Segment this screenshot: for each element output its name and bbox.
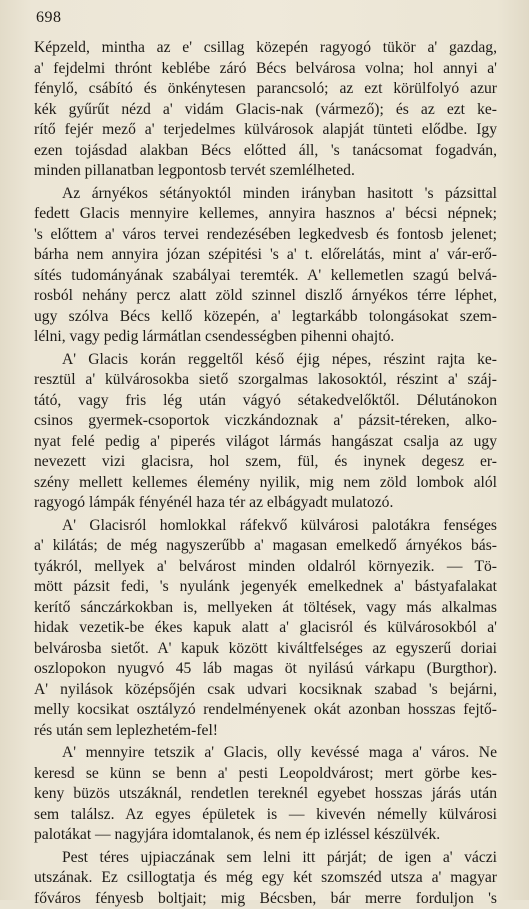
text-line: kerítő sánczárkokban is, mellyeken át töltések, vagy más alkalmas xyxy=(34,598,497,619)
text-line: bárha nem annyira józan szépitési 's a' t. előrelátás, mint a' vár-erő- xyxy=(34,245,497,266)
text-line: rítő fejér mező a' terjedelmes külvárosok alapját tünteti elődbe. Igy xyxy=(34,120,497,141)
text-line: A' Glacis korán reggeltől késő éjig népes, részint rajta ke- xyxy=(34,350,497,371)
text-line: sítés tudományának szabályai teremték. A' kellemetlen szagú belvá- xyxy=(34,266,497,287)
text-line: palotákat — nagyjára idomtalanok, és nem ép izléssel készülvék. xyxy=(34,825,497,846)
text-line: nevezett vizi glacisra, hol szem, fül, és inynek degesz er- xyxy=(34,452,497,473)
text-line: tátó, vagy fris lég után vágyó sétakedvelőktől. Délutánokon xyxy=(34,391,497,412)
text-line: ugy szólva Bécs kellő közepén, a' legtarkább tolongásokat szem- xyxy=(34,307,497,328)
text-line: A' nyilások középsőjén csak udvari kocsiknak szabad 's bejárni, xyxy=(34,680,497,701)
text-line: rés után sem leplezhetém-fel! xyxy=(34,721,497,742)
text-line: sem találsz. Az egyes épületek is — kivevén némelly külvárosi xyxy=(34,805,497,826)
text-line: melly kocsikat osztályzó rendelményenek okát azonban hosszas fejtő- xyxy=(34,700,497,721)
paragraph xyxy=(34,350,497,514)
text-line: Az árnyékos sétányoktól minden irányban hasitott 's pázsittal xyxy=(34,184,497,205)
text-line: rosból nehány percz alatt zöld szinnel diszlő árnyékos térre léphet, xyxy=(34,286,497,307)
text-line: ezen tojásdad alakban Bécs előtted áll, 's tanácsomat fogadván, xyxy=(34,141,497,162)
text-line: resztül a' külvárosokba siető szorgalmas lakosoktól, részint a' száj- xyxy=(34,370,497,391)
text-line: szény mellett kellemes élemény nyilik, mig nem zöld lombok alól xyxy=(34,473,497,494)
text-line: A' mennyire tetszik a' Glacis, olly kevéssé maga a' város. Ne xyxy=(34,743,497,764)
text-line: minden pillanatban legpontosb tervét szemlélheted. xyxy=(34,161,497,182)
text-line: Képzeld, mintha az e' csillag közepén ragyogó tükör a' gazdag, xyxy=(34,38,497,59)
text-line: főváros fényesb boltjait; mig Bécsben, bár merre forduljon 's xyxy=(34,889,497,909)
text-line: fénylő, csábító és önkénytesen parancsoló; az ezt körülfolyó azur xyxy=(34,79,497,100)
paragraph xyxy=(34,38,497,182)
text-line: belvárosba sietőt. A' kapuk között kiváltfelséges az egyszerű doriai xyxy=(34,639,497,660)
text-line: mött pázsit fedi, 's nyulánk jegenyék emelkednek a' bástyafalakat xyxy=(34,577,497,598)
text-line: utszának. Ez csillogtatja és még egy két szomszéd utsza a' magyar xyxy=(34,868,497,889)
text-line: tyákról, mellyek a' belvárost minden oldalról környezik. — Tö- xyxy=(34,557,497,578)
paragraph xyxy=(34,743,497,846)
text-line: 's előttem a' város tervei rendezésében legkedvesb és fontosb jelenet; xyxy=(34,225,497,246)
page-body-text xyxy=(34,38,497,909)
text-line: A' Glacisról homlokkal ráfekvő külvárosi palotákra fenséges xyxy=(34,516,497,537)
text-line: lélni, vagy pedig lármátlan csendességben pihenni ohajtó. xyxy=(34,327,497,348)
paragraph xyxy=(34,184,497,348)
text-line: fedett Glacis mennyire kellemes, annyira hasznos a' bécsi népnek; xyxy=(34,204,497,225)
paragraph xyxy=(34,516,497,742)
text-line: keresd se künn se benn a' pesti Leopoldvárost; mert görbe kes- xyxy=(34,764,497,785)
text-line: csinos gyermek-csoportok viczkándoznak a' pázsit-téreken, alko- xyxy=(34,411,497,432)
text-line: hidak vezetik-be ékes kapuk alatt a' glacisról és külvárosokból a' xyxy=(34,618,497,639)
text-line: oszlopokon nyugvó 45 láb magas öt nyilású várkapu (Burgthor). xyxy=(34,659,497,680)
text-line: ragyogó lámpák fényénél haza tér az elbágyadt mulatozó. xyxy=(34,493,497,514)
text-line: nyat felé pedig a' piperés világot lármás hangászat csalja az ugy xyxy=(34,432,497,453)
page-number: 698 xyxy=(36,9,62,27)
text-line: Pest téres ujpiaczának sem lelni itt párját; de igen a' váczi xyxy=(34,848,497,869)
text-line: keny büzös utszáknál, rendetlen tereknél egyebet hosszas járás után xyxy=(34,784,497,805)
text-line: a' fejdelmi thrónt keblébe záró Bécs belvárosa volna; hol annyi a' xyxy=(34,59,497,80)
text-line: a' kilátás; de még nagyszerűbb a' magasan emelkedő árnyékos bás- xyxy=(34,536,497,557)
text-line: kék gyűrűt nézd a' vidám Glacis-nak (vármező); és az ezt ke- xyxy=(34,100,497,121)
